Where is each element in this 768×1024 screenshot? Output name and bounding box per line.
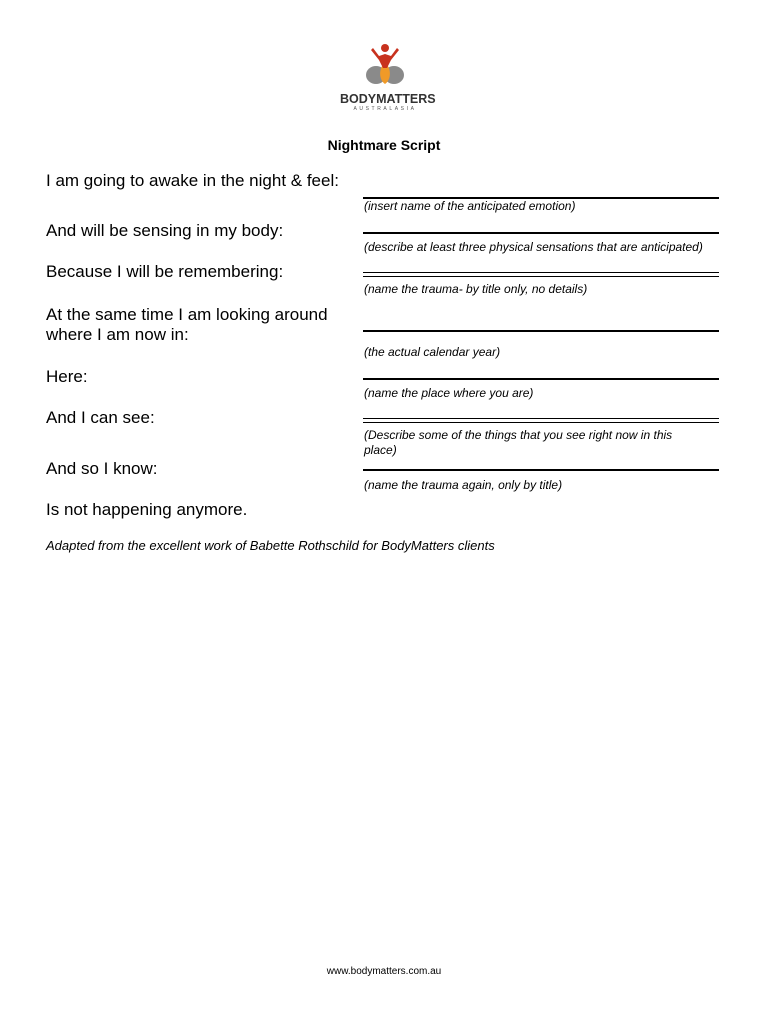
answer-line-sensations[interactable] [363,232,719,234]
prompt-not-happening: Is not happening anymore. [46,500,248,519]
prompt-remembering: Because I will be remembering: [46,262,284,281]
footer-url: www.bodymatters.com.au [326,966,442,977]
bodymatters-logo [340,42,436,122]
prompt-feel: I am going to awake in the night & feel: [46,171,339,190]
credit-note: Adapted from the excellent work of Babette Rothschild for BodyMatters clients [46,538,495,553]
answer-line-trauma[interactable] [363,272,719,277]
hint-trauma: (name the trauma- by title only, no details) [364,282,588,296]
prompt-looking-around: At the same time I am looking around where I am now in: [46,305,328,344]
answer-line-things-seen[interactable] [363,418,719,423]
prompt-here: Here: [46,367,88,386]
hint-things-seen: (Describe some of the things that you see right now in this place) [364,428,673,457]
hint-year: (the actual calendar year) [364,345,501,359]
hint-place: (name the place where you are) [364,386,534,400]
prompt-body: And will be sensing in my body: [46,221,284,240]
prompt-see: And I can see: [46,408,155,427]
page-title: Nightmare Script [327,137,441,153]
logo-name: BODYMATTERS [340,92,436,106]
hint-sensations: (describe at least three physical sensations that are anticipated) [364,240,703,254]
hint-emotion: (insert name of the anticipated emotion) [364,199,576,213]
answer-line-trauma-again[interactable] [363,469,719,471]
hint-trauma-again: (name the trauma again, only by title) [364,478,563,492]
prompt-know: And so I know: [46,459,158,478]
logo-subtitle: AUSTRALASIA [353,106,417,112]
figure-logo-icon [365,42,405,92]
answer-line-year[interactable] [363,330,719,332]
answer-line-place[interactable] [363,378,719,380]
